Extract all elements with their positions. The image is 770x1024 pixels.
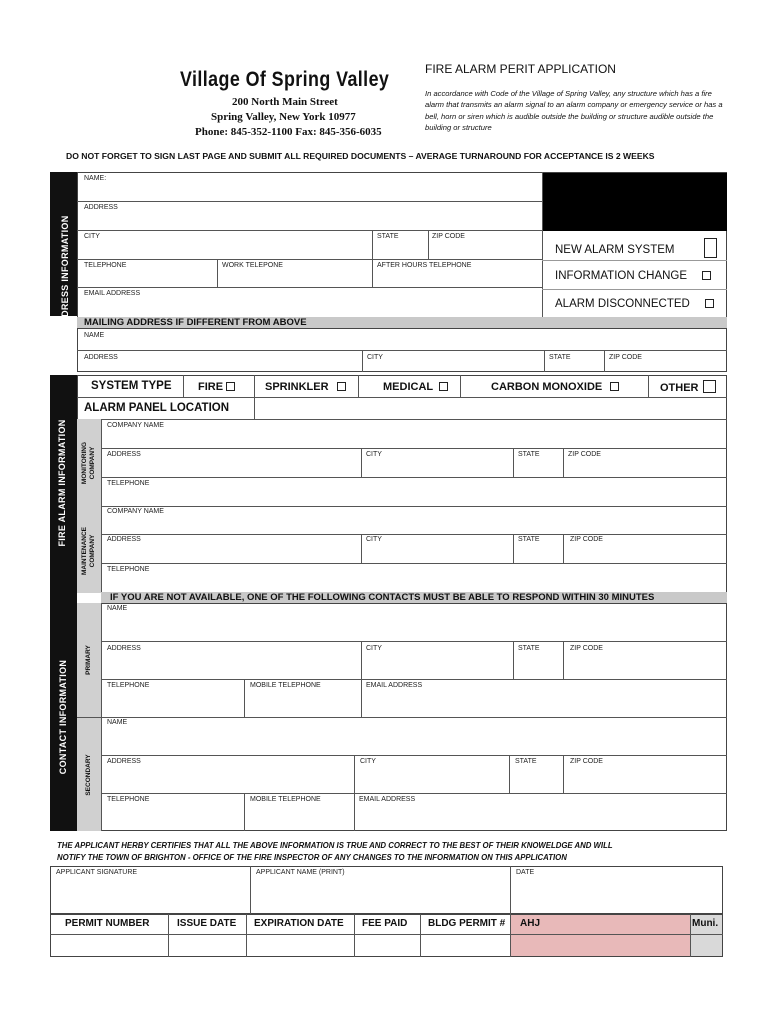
mon-company-input[interactable] [102,431,726,447]
pri-city-input[interactable] [362,654,512,678]
sec-email-label: EMAIL ADDRESS [359,796,416,803]
maint-company-input[interactable] [102,517,726,533]
state-label: STATE [377,233,399,240]
pri-state-label: STATE [518,645,540,652]
sec-mobile-input[interactable] [245,805,353,830]
maint-telephone-label: TELEPHONE [107,566,150,573]
mon-city-label: CITY [366,451,382,458]
new-alarm-label: NEW ALARM SYSTEM [555,244,675,256]
zip-label: ZIP CODE [432,233,465,240]
monitoring-label: MONITORING COMPANY [81,441,96,485]
city-input[interactable] [78,242,371,258]
disconnected-label: ALARM DISCONNECTED [555,298,690,310]
sec-zip-label: ZIP CODE [570,758,603,765]
medical-checkbox[interactable] [439,382,448,391]
primary-label: PRIMARY [85,645,92,675]
signature-input[interactable] [51,878,249,913]
mail-city-label: CITY [367,354,383,361]
pri-state-input[interactable] [514,654,562,678]
after-hours-input[interactable] [373,271,541,286]
mon-telephone-label: TELEPHONE [107,480,150,487]
secondary-label: SECONDARY [85,754,92,796]
mail-address-label: ADDRESS [84,354,118,361]
mail-zip-input[interactable] [605,362,726,371]
permit-number-input[interactable] [51,935,167,956]
contact-side-label: CONTACT INFORMATION [58,659,68,775]
sec-telephone-label: TELEPHONE [107,796,150,803]
ahj-label: AHJ [520,918,541,929]
maint-zip-input[interactable] [564,545,726,562]
mon-zip-label: ZIP CODE [568,451,601,458]
sec-state-label: STATE [515,758,537,765]
sec-city-input[interactable] [355,767,508,792]
maint-address-label: ADDRESS [107,536,141,543]
sprinkler-label: SPRINKLER [265,381,329,393]
bldg-permit-input[interactable] [421,935,509,956]
state-input[interactable] [373,242,427,258]
pri-zip-input[interactable] [564,654,726,678]
fire-label: FIRE [198,381,224,393]
village-street: 200 North Main Street [232,96,338,108]
panel-location-label: ALARM PANEL LOCATION [84,402,230,414]
mailing-header: MAILING ADDRESS IF DIFFERENT FROM ABOVE [77,317,727,328]
sec-name-label: NAME [107,719,128,726]
carbon-monoxide-label: CARBON MONOXIDE [491,381,603,393]
village-city: Spring Valley, New York 10977 [211,111,356,123]
ahj-input[interactable] [511,935,689,956]
muni-label: Muni. [692,918,719,929]
fee-paid-input[interactable] [355,935,419,956]
form-title: FIRE ALARM PERIT APPLICATION [425,62,616,76]
address-label: ADDRESS [84,204,118,211]
pri-telephone-label: TELEPHONE [107,682,150,689]
pri-mobile-input[interactable] [245,691,360,716]
notice: DO NOT FORGET TO SIGN LAST PAGE AND SUBMIT ALL REQUIRED DOCUMENTS – AVERAGE TURNAROUND FOR ACCEPTANCE IS 2 WEEKS [66,151,655,161]
office-black-box [542,173,727,231]
sec-zip-input[interactable] [564,767,726,792]
new-alarm-checkbox[interactable] [704,238,717,258]
muni-input[interactable] [691,935,722,956]
mon-address-label: ADDRESS [107,451,141,458]
mail-state-input[interactable] [545,362,603,371]
sec-mobile-label: MOBILE TELEPHONE [250,796,321,803]
after-hours-label: AFTER HOURS TELEPHONE [377,262,472,269]
address-side-label: ADDRESS INFORMATION [60,215,70,331]
work-telephone-input[interactable] [218,271,371,286]
mon-address-input[interactable] [102,460,360,476]
name-print-input[interactable] [251,878,509,913]
type-other[interactable] [660,380,716,394]
info-change-checkbox[interactable] [702,271,711,280]
pri-zip-label: ZIP CODE [570,645,603,652]
city-label: CITY [84,233,100,240]
pri-telephone-input[interactable] [102,691,243,716]
type-sprinkler[interactable] [265,381,346,393]
sec-name-input[interactable] [102,728,726,754]
pri-mobile-label: MOBILE TELEPHONE [250,682,321,689]
expiration-date-input[interactable] [247,935,353,956]
mon-telephone-input[interactable] [102,489,726,505]
panel-location-input[interactable] [255,398,726,418]
mon-state-input[interactable] [514,460,562,476]
contact-header: IF YOU ARE NOT AVAILABLE, ONE OF THE FOLLOWING CONTACTS MUST BE ABLE TO RESPOND WITHIN 30 MINUTES [101,592,727,603]
fire-alarm-side-label: FIRE ALARM INFORMATION [57,419,67,547]
expiration-date-label: EXPIRATION DATE [254,918,344,929]
maint-telephone-input[interactable] [102,575,726,592]
maint-company-label: COMPANY NAME [107,508,164,515]
mon-zip-input[interactable] [564,460,726,476]
sec-city-label: CITY [360,758,376,765]
mail-city-input[interactable] [363,362,543,371]
bldg-permit-label: BLDG PERMIT # [428,918,506,929]
disconnected-checkbox[interactable] [705,299,714,308]
pri-city-label: CITY [366,645,382,652]
issue-date-input[interactable] [169,935,245,956]
pri-email-input[interactable] [362,691,726,716]
mail-name-label: NAME [84,332,105,339]
other-checkbox[interactable] [703,380,716,393]
village-phone: Phone: 845-352-1100 Fax: 845-356-6035 [195,126,382,138]
email-label: EMAIL ADDRESS [84,290,141,297]
sec-address-input[interactable] [102,767,353,792]
maint-zip-label: ZIP CODE [570,536,603,543]
other-label: OTHER [660,382,699,394]
option-disconnected[interactable] [555,298,714,310]
sec-telephone-input[interactable] [102,805,243,830]
mail-name-input[interactable] [78,340,726,349]
mon-state-label: STATE [518,451,540,458]
type-fire[interactable] [198,381,235,393]
sprinkler-checkbox[interactable] [337,382,346,391]
sec-state-input[interactable] [510,767,562,792]
certification-line-2: NOTIFY THE TOWN OF BRIGHTON - OFFICE OF THE FIRE INSPECTOR OF ANY CHANGES TO THE INFORMATION ON THIS APPLICATION [57,853,567,862]
maint-city-input[interactable] [362,545,512,562]
name-input[interactable] [78,184,541,200]
issue-date-label: ISSUE DATE [177,918,237,929]
name-print-label: APPLICANT NAME (PRINT) [256,869,345,876]
permit-number-label: PERMIT NUMBER [65,918,150,929]
work-telephone-label: WORK TELEPONE [222,262,283,269]
zip-input[interactable] [429,242,541,258]
signature-label: APPLICANT SIGNATURE [56,869,138,876]
sec-email-input[interactable] [355,805,726,830]
date-label: DATE [516,869,535,876]
fire-checkbox[interactable] [226,382,235,391]
mail-zip-label: ZIP CODE [609,354,642,361]
medical-label: MEDICAL [383,381,434,393]
maint-state-label: STATE [518,536,540,543]
email-input[interactable] [78,299,541,316]
certification-line-1: THE APPLICANT HERBY CERTIFIES THAT ALL THE ABOVE INFORMATION IS TRUE AND CORRECT TO THE BEST OF THEIR KNOWELDGE AND WILL [57,841,613,850]
info-change-label: INFORMATION CHANGE [555,270,688,282]
maint-city-label: CITY [366,536,382,543]
pri-name-label: NAME [107,605,128,612]
date-input[interactable] [511,878,722,913]
mail-address-input[interactable] [78,362,361,371]
sec-address-label: ADDRESS [107,758,141,765]
type-medical[interactable] [383,381,448,393]
name-label: NAME: [84,175,107,182]
intro-text: In accordance with Code of the Village of Spring Valley, any structure which has a fire alarm that transmits an alarm signal to an alarm company or emergency service or has a bell, horn or siren which is audible outside the building or structure audible outside the building or structure [425,89,723,133]
maint-state-input[interactable] [514,545,562,562]
pri-address-label: ADDRESS [107,645,141,652]
telephone-input[interactable] [78,271,216,286]
address-input[interactable] [78,213,541,229]
option-new-alarm[interactable] [555,238,717,258]
carbon-monoxide-checkbox[interactable] [610,382,619,391]
pri-name-input[interactable] [102,614,726,640]
mon-company-label: COMPANY NAME [107,422,164,429]
maintenance-label: MAINTENANCE COMPANY [81,526,96,576]
type-carbon-monoxide[interactable] [491,381,619,393]
village-name: Village Of Spring Valley [180,68,390,91]
mail-state-label: STATE [549,354,571,361]
mon-city-input[interactable] [362,460,512,476]
fee-paid-label: FEE PAID [362,918,408,929]
telephone-label: TELEPHONE [84,262,127,269]
system-type-label: SYSTEM TYPE [91,380,172,392]
option-info-change[interactable] [555,270,711,282]
maint-address-input[interactable] [102,545,360,562]
pri-email-label: EMAIL ADDRESS [366,682,423,689]
pri-address-input[interactable] [102,654,360,678]
